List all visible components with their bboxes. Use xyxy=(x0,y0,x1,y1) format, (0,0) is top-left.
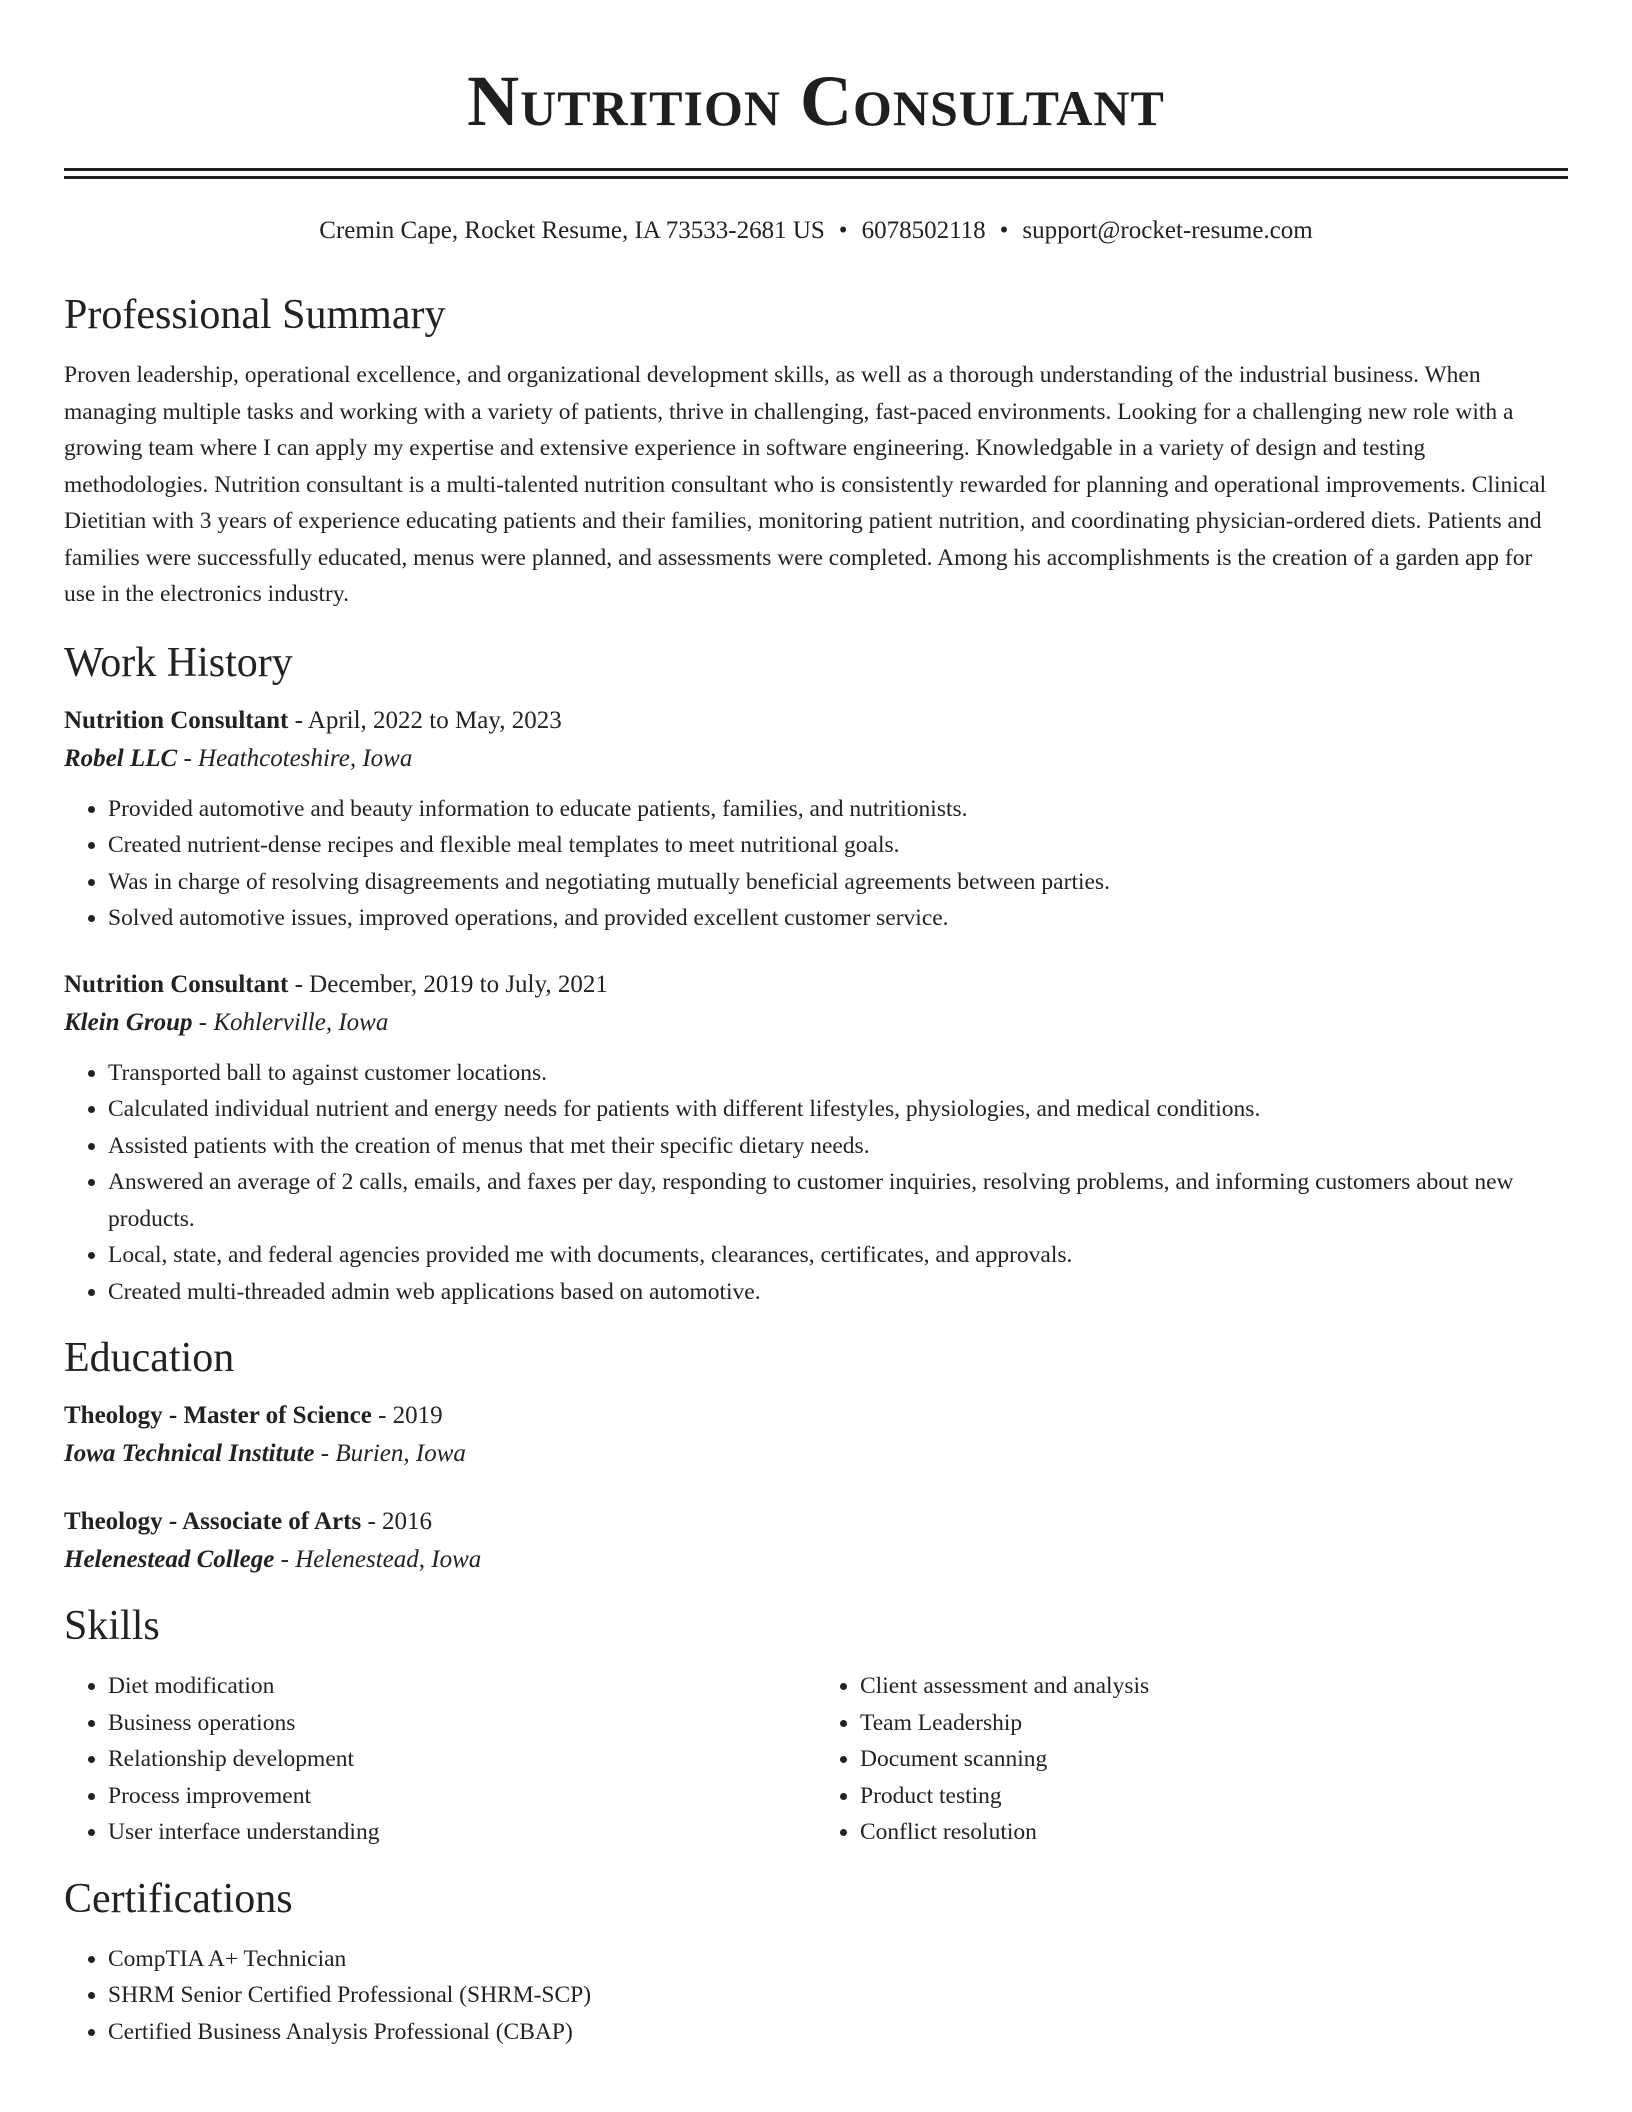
list-item: • Created nutrient-dense recipes and flexible meal templates to meet nutritional goals. xyxy=(108,827,1568,864)
job-entry xyxy=(64,703,1568,937)
contact-email: support@rocket-resume.com xyxy=(1022,217,1313,244)
job-dates: - April, 2022 to May, 2023 xyxy=(288,706,562,734)
job-dates: - December, 2019 to July, 2021 xyxy=(288,970,608,998)
list-item: • Answered an average of 2 calls, emails, and faxes per day, responding to customer inquiries, resolving problems, and informing customers about new products. xyxy=(108,1164,1568,1237)
education-year: - 2019 xyxy=(371,1402,443,1429)
education-entry xyxy=(64,1504,1568,1580)
job-bullets xyxy=(64,791,1568,937)
job-employer xyxy=(64,1003,1568,1043)
list-item: • User interface understanding xyxy=(108,1814,816,1851)
list-item: • Certified Business Analysis Professional (CBAP) xyxy=(108,2014,1568,2051)
education-location: - Helenestead, Iowa xyxy=(274,1546,482,1573)
list-item: • Created multi-threaded admin web applications based on automotive. xyxy=(108,1274,1568,1311)
skills-grid xyxy=(64,1668,1568,1851)
list-item: • Diet modification xyxy=(108,1668,816,1705)
education-school-line xyxy=(64,1434,1568,1474)
education-school-line xyxy=(64,1540,1568,1580)
certifications-list xyxy=(64,1941,1568,2051)
list-item: • Was in charge of resolving disagreements and negotiating mutually beneficial agreements between parties. xyxy=(108,864,1568,901)
contact-phone: 6078502118 xyxy=(861,217,986,244)
contact-separator: • xyxy=(838,217,848,244)
list-item: • Conflict resolution xyxy=(860,1814,1568,1851)
list-item: • Process improvement xyxy=(108,1778,816,1815)
list-item: • Document scanning xyxy=(860,1741,1568,1778)
education-entry xyxy=(64,1398,1568,1474)
list-item: • Solved automotive issues, improved operations, and provided excellent customer service. xyxy=(108,900,1568,937)
list-item: • CompTIA A+ Technician xyxy=(108,1941,1568,1978)
list-item: • Calculated individual nutrient and energy needs for patients with different lifestyles, physiologies, and medical conditions. xyxy=(108,1091,1568,1128)
job-heading xyxy=(64,967,1568,1003)
list-item: • Assisted patients with the creation of menus that met their specific dietary needs. xyxy=(108,1128,1568,1165)
resume-name-heading: Nutrition Consultant xyxy=(467,61,1165,141)
list-item: • Product testing xyxy=(860,1778,1568,1815)
education-heading xyxy=(64,1398,1568,1434)
list-item: • Business operations xyxy=(108,1705,816,1742)
section-title-summary: Professional Summary xyxy=(64,292,446,338)
list-item: • SHRM Senior Certified Professional (SHRM-SCP) xyxy=(108,1977,1568,2014)
section-title-work: Work History xyxy=(64,639,293,686)
contact-address: Cremin Cape, Rocket Resume, IA 73533-2681 US xyxy=(319,217,825,244)
skills-list-left xyxy=(64,1668,816,1851)
education-degree: Theology - Associate of Arts xyxy=(64,1508,362,1535)
education-school: Helenestead College xyxy=(64,1546,275,1573)
education-degree: Theology - Master of Science xyxy=(64,1402,372,1429)
list-item: • Provided automotive and beauty information to educate patients, families, and nutritionists. xyxy=(108,791,1568,828)
education-heading xyxy=(64,1504,1568,1540)
job-employer xyxy=(64,739,1568,779)
list-item: • Local, state, and federal agencies provided me with documents, clearances, certificates, and approvals. xyxy=(108,1237,1568,1274)
education-school: Iowa Technical Institute xyxy=(64,1440,315,1467)
list-item: • Client assessment and analysis xyxy=(860,1668,1568,1705)
section-title-skills: Skills xyxy=(64,1603,160,1649)
contact-separator: • xyxy=(999,217,1009,244)
skills-list-right xyxy=(816,1668,1568,1851)
list-item: • Transported ball to against customer locations. xyxy=(108,1055,1568,1092)
summary-paragraph: Proven leadership, operational excellence, and organizational development skills, as well as a thorough understanding of the industrial business. When managing multiple tasks and working with a variety of patients, thrive in challenging, fast-paced environments. Looking for a challenging new role with a growing team where I can apply my expertise and extensive experience in software engineering. Knowledgable in a variety of design and testing methodologies. Nutrition consultant is a multi-talented nutrition consultant who is consistently rewarded for planning and operational improvements. Clinical Dietitian with 3 years of experience educating patients and their families, monitoring patient nutrition, and coordinating physician-ordered diets. Patients and families were successfully educated, menus were planned, and assessments were completed. Among his accomplishments is the creation of a garden app for use in the electronics industry. xyxy=(64,362,1547,607)
job-company: Robel LLC xyxy=(64,744,178,772)
job-location: - Heathcoteshire, Iowa xyxy=(177,744,413,772)
list-item: • Relationship development xyxy=(108,1741,816,1778)
section-title-certifications: Certifications xyxy=(64,1875,293,1922)
job-bullets xyxy=(64,1055,1568,1311)
job-role: Nutrition Consultant xyxy=(64,970,289,998)
job-location: - Kohlerville, Iowa xyxy=(192,1008,389,1036)
section-title-education: Education xyxy=(64,1335,235,1381)
double-rule-divider xyxy=(64,168,1568,179)
education-year: - 2016 xyxy=(361,1508,433,1535)
list-item: • Team Leadership xyxy=(860,1705,1568,1742)
education-location: - Burien, Iowa xyxy=(314,1440,466,1467)
job-role: Nutrition Consultant xyxy=(64,706,289,734)
contact-line xyxy=(64,215,1568,247)
job-heading xyxy=(64,703,1568,739)
job-company: Klein Group xyxy=(64,1008,193,1036)
job-entry xyxy=(64,967,1568,1311)
